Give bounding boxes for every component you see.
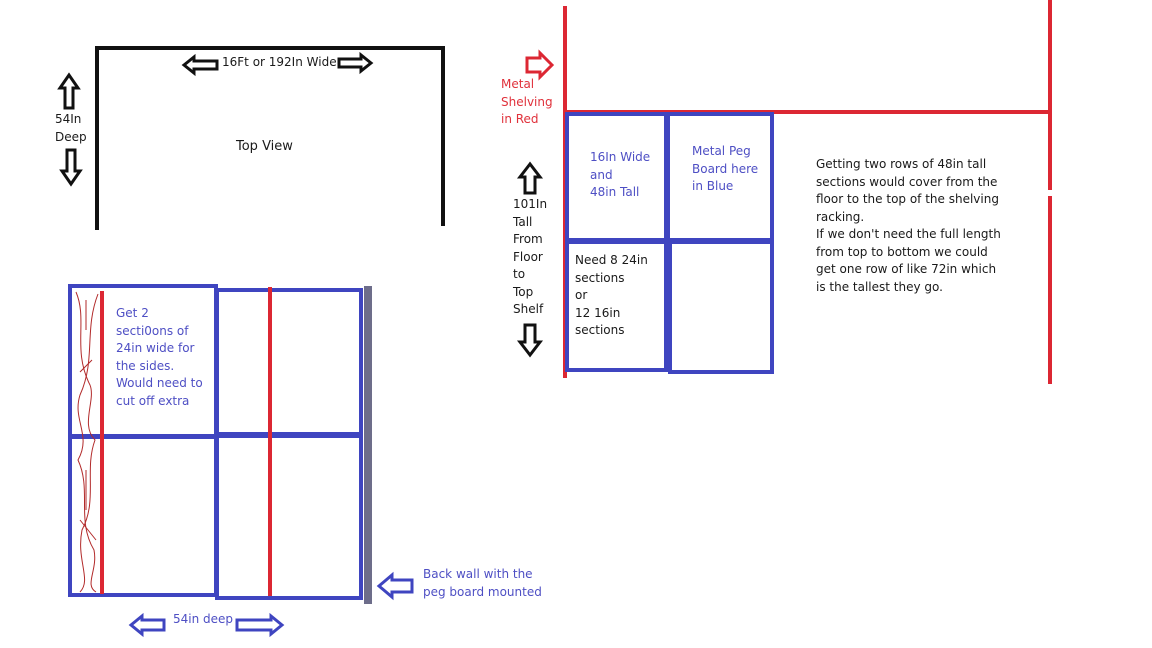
height-label: 101In Tall From Floor to Top Shelf [513,197,548,316]
side-view-grid [70,286,361,598]
shelving-arrow-icon [527,53,552,77]
section-size-label: 16In Wide and 48in Tall [590,150,651,199]
top-view-depth-label: 54In Deep [55,112,87,144]
left-arrow-icon [184,57,217,73]
depth-right-arrow-icon [237,616,282,634]
back-wall-label: Back wall with the peg board mounted [423,567,542,599]
up-arrow-icon [60,75,78,108]
side-view-sides-note: Get 2 secti0ons of 24in wide for the sides. Would need to cut off extra [116,306,203,408]
height-up-arrow-icon [520,164,540,193]
metal-shelving-label: Metal Shelving in Red [501,77,553,126]
down-arrow-icon [62,150,80,184]
coverage-note: Getting two rows of 48in tall sections would cover from the floor to the top of the shelving racking. If we don't need the full length from top to bottom we could get one row of like 72in which is the tallest they go. [816,157,1001,294]
top-view-width-label: 16Ft or 192In Wide [222,55,337,69]
height-down-arrow-icon [520,325,540,355]
sections-needed-label: Need 8 24in sections or 12 16in sections [575,253,648,337]
back-wall-arrow-icon [379,575,412,597]
top-view-title: Top View [236,139,293,154]
right-arrow-icon [339,55,371,71]
depth-left-arrow-icon [131,616,164,634]
side-view-depth-label: 54in deep [173,612,234,626]
cut-off-scribble [76,292,98,592]
back-wall [364,286,372,604]
pegboard-label: Metal Peg Board here in Blue [692,144,759,193]
